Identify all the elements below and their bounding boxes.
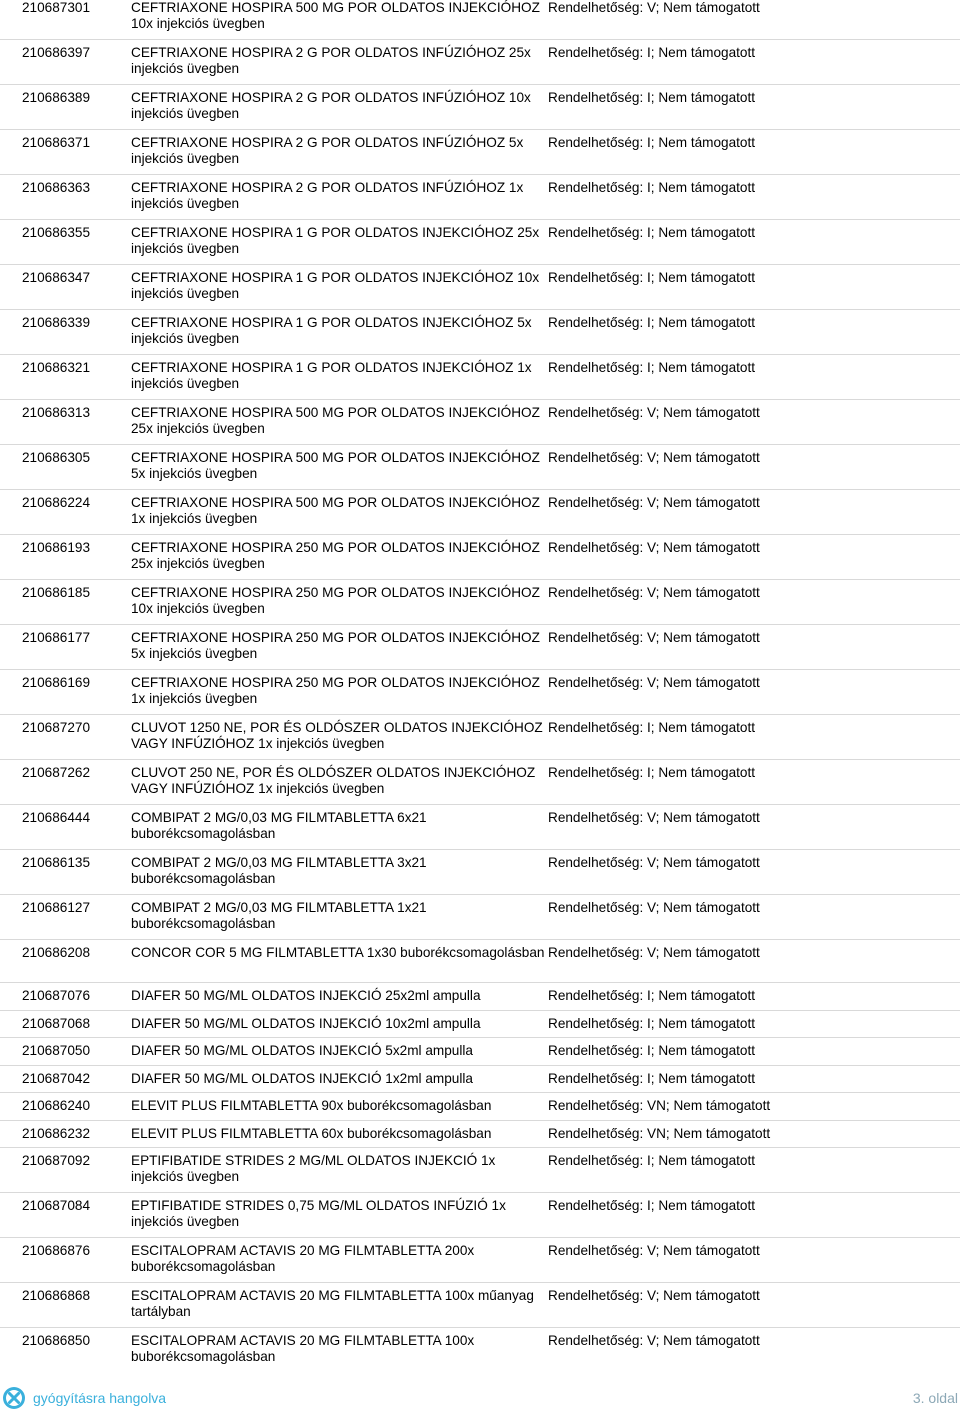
product-status: Rendelhetőség: V; Nem támogatott (548, 0, 760, 15)
product-code: 210686444 (22, 810, 91, 825)
product-status: Rendelhetőség: VN; Nem támogatott (548, 1098, 771, 1113)
product-status: Rendelhetőség: I; Nem támogatott (548, 315, 756, 330)
table-row (0, 1198, 960, 1243)
product-code: 210687076 (22, 988, 91, 1003)
product-status: Rendelhetőség: V; Nem támogatott (548, 540, 760, 555)
product-name: ELEVIT PLUS FILMTABLETTA 90x buborékcsomagolásban (131, 1098, 492, 1113)
table-row (0, 540, 960, 585)
table-row (0, 360, 960, 405)
row-divider (0, 264, 960, 265)
table-row (0, 315, 960, 360)
row-divider (0, 1010, 960, 1011)
product-status: Rendelhetőség: V; Nem támogatott (548, 405, 760, 420)
gyogyitasra-logo-icon (2, 1386, 26, 1410)
row-divider (0, 399, 960, 400)
product-name: CONCOR COR 5 MG FILMTABLETTA 1x30 buborékcsomagolásban (131, 945, 545, 960)
product-name: CLUVOT 250 NE, POR ÉS OLDÓSZER OLDATOS INJEKCIÓHOZ VAGY INFÚZIÓHOZ 1x injekciós üvegben (131, 765, 536, 796)
product-code: 210686232 (22, 1126, 91, 1141)
product-code: 210686169 (22, 675, 91, 690)
row-divider (0, 309, 960, 310)
product-status: Rendelhetőség: I; Nem támogatott (548, 1043, 756, 1058)
product-code: 210687092 (22, 1153, 91, 1168)
product-status: Rendelhetőség: VN; Nem támogatott (548, 1126, 771, 1141)
product-name: CEFTRIAXONE HOSPIRA 500 MG POR OLDATOS INJEKCIÓHOZ 25x injekciós üvegben (131, 405, 540, 436)
product-name: CEFTRIAXONE HOSPIRA 500 MG POR OLDATOS INJEKCIÓHOZ 1x injekciós üvegben (131, 495, 540, 526)
product-code: 210687301 (22, 0, 91, 15)
row-divider (0, 354, 960, 355)
table-row (0, 1126, 960, 1153)
table-row (0, 1153, 960, 1198)
product-code: 210686355 (22, 225, 91, 240)
product-status: Rendelhetőség: V; Nem támogatott (548, 630, 760, 645)
row-divider (0, 579, 960, 580)
product-code: 210687084 (22, 1198, 91, 1213)
row-divider (0, 1327, 960, 1328)
product-status: Rendelhetőség: I; Nem támogatott (548, 135, 756, 150)
product-status: Rendelhetőség: V; Nem támogatott (548, 1243, 760, 1258)
product-name: COMBIPAT 2 MG/0,03 MG FILMTABLETTA 1x21 buborékcsomagolásban (131, 900, 427, 931)
product-code: 210686363 (22, 180, 91, 195)
table-row (0, 1016, 960, 1043)
product-status: Rendelhetőség: I; Nem támogatott (548, 360, 756, 375)
product-code: 210686321 (22, 360, 91, 375)
product-name: CEFTRIAXONE HOSPIRA 2 G POR OLDATOS INFÚZIÓHOZ 25x injekciós üvegben (131, 45, 531, 76)
product-code: 210686224 (22, 495, 91, 510)
product-code: 210687050 (22, 1043, 91, 1058)
product-code: 210686313 (22, 405, 91, 420)
row-divider (0, 39, 960, 40)
product-status: Rendelhetőség: V; Nem támogatott (548, 810, 760, 825)
table-row (0, 810, 960, 855)
page-footer (0, 1382, 960, 1416)
product-status: Rendelhetőség: I; Nem támogatott (548, 720, 756, 735)
table-row (0, 1043, 960, 1071)
product-name: COMBIPAT 2 MG/0,03 MG FILMTABLETTA 3x21 buborékcsomagolásban (131, 855, 427, 886)
row-divider (0, 444, 960, 445)
row-divider (0, 1037, 960, 1038)
table-row (0, 1333, 960, 1378)
product-name: CEFTRIAXONE HOSPIRA 250 MG POR OLDATOS INJEKCIÓHOZ 25x injekciós üvegben (131, 540, 540, 571)
row-divider (0, 174, 960, 175)
product-name: CEFTRIAXONE HOSPIRA 1 G POR OLDATOS INJEKCIÓHOZ 25x injekciós üvegben (131, 225, 540, 256)
table-row (0, 988, 960, 1016)
product-status: Rendelhetőség: I; Nem támogatott (548, 225, 756, 240)
product-code: 210686397 (22, 45, 91, 60)
product-code: 210687068 (22, 1016, 91, 1031)
product-name: CEFTRIAXONE HOSPIRA 250 MG POR OLDATOS INJEKCIÓHOZ 5x injekciós üvegben (131, 630, 540, 661)
product-status: Rendelhetőség: V; Nem támogatott (548, 945, 760, 960)
table-row (0, 0, 960, 45)
product-name: CEFTRIAXONE HOSPIRA 500 MG POR OLDATOS INJEKCIÓHOZ 10x injekciós üvegben (131, 0, 540, 31)
row-divider (0, 1147, 960, 1148)
product-code: 210686240 (22, 1098, 91, 1113)
table-row (0, 720, 960, 765)
row-divider (0, 1282, 960, 1283)
product-status: Rendelhetőség: I; Nem támogatott (548, 988, 756, 1003)
product-name: CEFTRIAXONE HOSPIRA 2 G POR OLDATOS INFÚZIÓHOZ 5x injekciós üvegben (131, 135, 524, 166)
product-status: Rendelhetőség: I; Nem támogatott (548, 1198, 756, 1213)
product-name: CEFTRIAXONE HOSPIRA 1 G POR OLDATOS INJEKCIÓHOZ 10x injekciós üvegben (131, 270, 540, 301)
product-status: Rendelhetőség: V; Nem támogatott (548, 675, 760, 690)
product-status: Rendelhetőség: V; Nem támogatott (548, 855, 760, 870)
product-code: 210687270 (22, 720, 91, 735)
product-code: 210686177 (22, 630, 91, 645)
row-divider (0, 1120, 960, 1121)
product-status: Rendelhetőség: I; Nem támogatott (548, 1153, 756, 1168)
product-code: 210686305 (22, 450, 91, 465)
page-number: 3. oldal (912, 1390, 958, 1406)
product-code: 210686135 (22, 855, 91, 870)
table-row (0, 495, 960, 540)
product-name: CEFTRIAXONE HOSPIRA 1 G POR OLDATOS INJEKCIÓHOZ 5x injekciós üvegben (131, 315, 532, 346)
row-divider (0, 759, 960, 760)
row-divider (0, 1192, 960, 1193)
product-name: DIAFER 50 MG/ML OLDATOS INJEKCIÓ 25x2ml ampulla (131, 988, 481, 1003)
row-divider (0, 939, 960, 940)
product-code: 210686185 (22, 585, 91, 600)
product-name: DIAFER 50 MG/ML OLDATOS INJEKCIÓ 10x2ml ampulla (131, 1016, 481, 1031)
product-code: 210686127 (22, 900, 91, 915)
product-name: CEFTRIAXONE HOSPIRA 1 G POR OLDATOS INJEKCIÓHOZ 1x injekciós üvegben (131, 360, 532, 391)
product-code: 210686868 (22, 1288, 91, 1303)
row-divider (0, 129, 960, 130)
table-row (0, 585, 960, 630)
product-name: CEFTRIAXONE HOSPIRA 2 G POR OLDATOS INFÚZIÓHOZ 10x injekciós üvegben (131, 90, 531, 121)
row-divider (0, 1237, 960, 1238)
row-divider (0, 1065, 960, 1066)
product-name: ELEVIT PLUS FILMTABLETTA 60x buborékcsomagolásban (131, 1126, 492, 1141)
product-status: Rendelhetőség: V; Nem támogatott (548, 1333, 760, 1348)
product-status: Rendelhetőség: V; Nem támogatott (548, 900, 760, 915)
row-divider (0, 804, 960, 805)
product-status: Rendelhetőség: V; Nem támogatott (548, 585, 760, 600)
product-status: Rendelhetőség: I; Nem támogatott (548, 90, 756, 105)
product-name: ESCITALOPRAM ACTAVIS 20 MG FILMTABLETTA 100x buborékcsomagolásban (131, 1333, 475, 1364)
table-row (0, 225, 960, 270)
row-divider (0, 624, 960, 625)
table-row (0, 900, 960, 945)
product-name: CEFTRIAXONE HOSPIRA 500 MG POR OLDATOS INJEKCIÓHOZ 5x injekciós üvegben (131, 450, 540, 481)
row-divider (0, 714, 960, 715)
product-status: Rendelhetőség: I; Nem támogatott (548, 1016, 756, 1031)
footer-brand: gyógyításra hangolva (33, 1390, 167, 1406)
table-row (0, 675, 960, 720)
product-status: Rendelhetőség: V; Nem támogatott (548, 1288, 760, 1303)
table-row (0, 405, 960, 450)
table-row (0, 1243, 960, 1288)
row-divider (0, 84, 960, 85)
row-divider (0, 982, 960, 983)
product-code: 210686371 (22, 135, 91, 150)
table-row (0, 1288, 960, 1333)
product-code: 210686208 (22, 945, 91, 960)
table-row (0, 765, 960, 810)
row-divider (0, 669, 960, 670)
table-row (0, 1098, 960, 1126)
table-row (0, 270, 960, 315)
table-row (0, 45, 960, 90)
product-name: ESCITALOPRAM ACTAVIS 20 MG FILMTABLETTA 200x buborékcsomagolásban (131, 1243, 475, 1274)
product-name: ESCITALOPRAM ACTAVIS 20 MG FILMTABLETTA 100x műanyag tartályban (131, 1288, 534, 1319)
product-code: 210686876 (22, 1243, 91, 1258)
product-name: DIAFER 50 MG/ML OLDATOS INJEKCIÓ 5x2ml ampulla (131, 1043, 473, 1058)
product-name: EPTIFIBATIDE STRIDES 2 MG/ML OLDATOS INJEKCIÓ 1x injekciós üvegben (131, 1153, 496, 1184)
table-row (0, 90, 960, 135)
product-name: COMBIPAT 2 MG/0,03 MG FILMTABLETTA 6x21 buborékcsomagolásban (131, 810, 427, 841)
table-row (0, 135, 960, 180)
product-name: DIAFER 50 MG/ML OLDATOS INJEKCIÓ 1x2ml ampulla (131, 1071, 473, 1086)
product-code: 210686389 (22, 90, 91, 105)
table-row (0, 180, 960, 225)
product-status: Rendelhetőség: I; Nem támogatott (548, 765, 756, 780)
product-status: Rendelhetőség: I; Nem támogatott (548, 45, 756, 60)
row-divider (0, 849, 960, 850)
product-name: CLUVOT 1250 NE, POR ÉS OLDÓSZER OLDATOS INJEKCIÓHOZ VAGY INFÚZIÓHOZ 1x injekciós üvegben (131, 720, 543, 751)
product-name: CEFTRIAXONE HOSPIRA 250 MG POR OLDATOS INJEKCIÓHOZ 1x injekciós üvegben (131, 675, 540, 706)
product-status: Rendelhetőség: I; Nem támogatott (548, 1071, 756, 1086)
table-row (0, 630, 960, 675)
product-status: Rendelhetőség: V; Nem támogatott (548, 495, 760, 510)
row-divider (0, 219, 960, 220)
product-code: 210687042 (22, 1071, 91, 1086)
product-status: Rendelhetőség: I; Nem támogatott (548, 180, 756, 195)
product-code: 210686193 (22, 540, 91, 555)
table-row (0, 855, 960, 900)
row-divider (0, 534, 960, 535)
table-row (0, 945, 960, 988)
row-divider (0, 1092, 960, 1093)
table-row (0, 1071, 960, 1098)
product-name: CEFTRIAXONE HOSPIRA 2 G POR OLDATOS INFÚZIÓHOZ 1x injekciós üvegben (131, 180, 524, 211)
product-code: 210687262 (22, 765, 91, 780)
product-status: Rendelhetőség: I; Nem támogatott (548, 270, 756, 285)
product-name: CEFTRIAXONE HOSPIRA 250 MG POR OLDATOS INJEKCIÓHOZ 10x injekciós üvegben (131, 585, 540, 616)
product-code: 210686339 (22, 315, 91, 330)
table-row (0, 450, 960, 495)
product-status: Rendelhetőség: V; Nem támogatott (548, 450, 760, 465)
row-divider (0, 894, 960, 895)
product-code: 210686850 (22, 1333, 91, 1348)
product-code: 210686347 (22, 270, 91, 285)
product-name: EPTIFIBATIDE STRIDES 0,75 MG/ML OLDATOS INFÚZIÓ 1x injekciós üvegben (131, 1198, 506, 1229)
row-divider (0, 489, 960, 490)
